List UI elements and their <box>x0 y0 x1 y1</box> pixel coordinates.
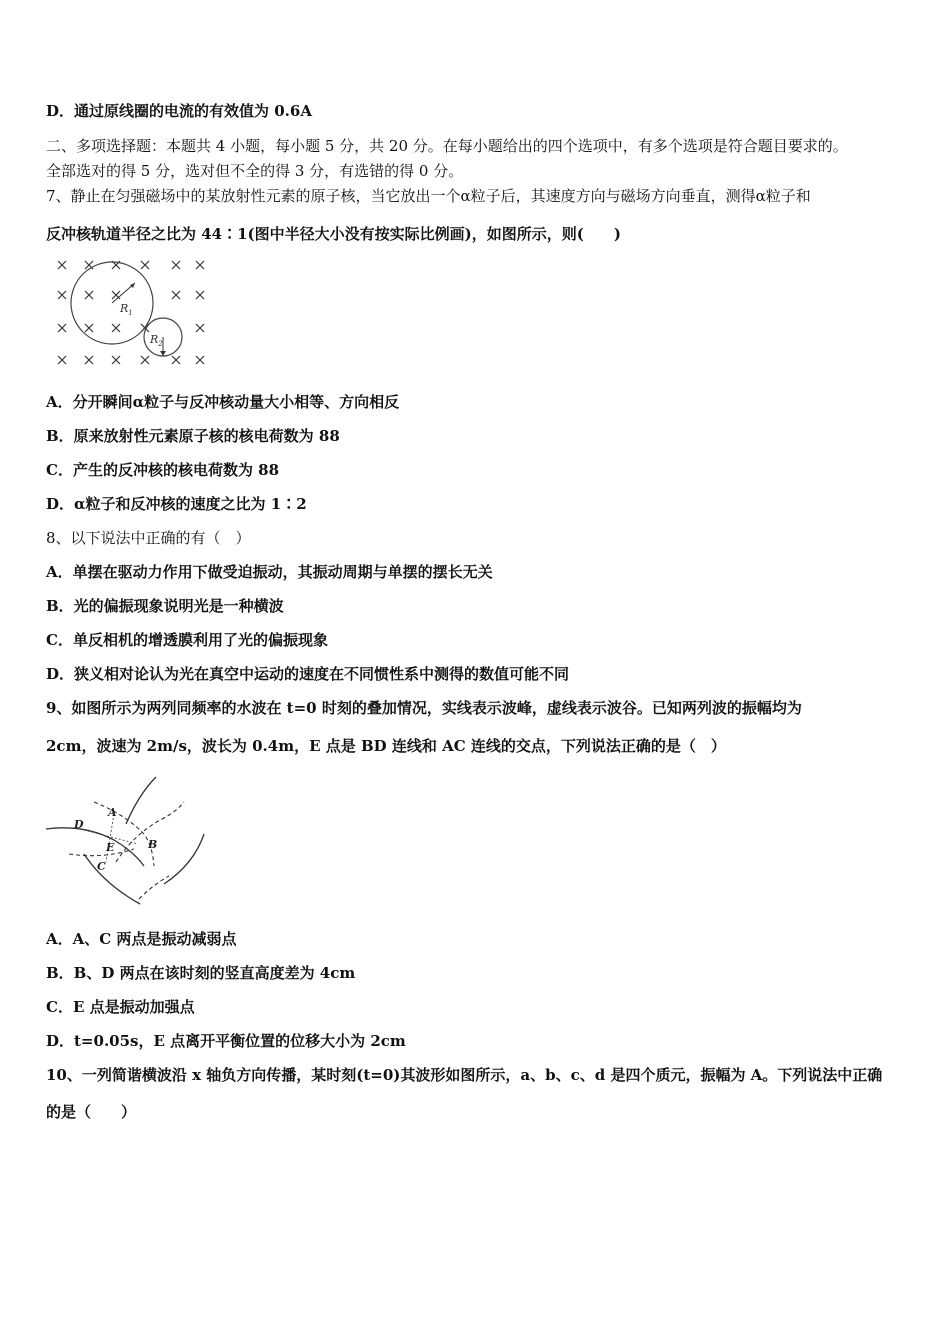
q7-stem-cont: 反冲核轨道半径之比为 44∶1(图中半径大小没有按实际比例画)，如图所示，则( ) <box>46 225 621 243</box>
q8-stem: 8、以下说法中正确的有（ ） <box>46 529 251 547</box>
trough-line-1 <box>94 802 154 866</box>
trough-line-4 <box>139 876 169 899</box>
q7-option-b: B．原来放射性元素原子核的核电荷数为 88 <box>46 427 340 445</box>
r1-label: $R_1$ <box>120 302 133 317</box>
q9-option-a: A．A、C 两点是振动减弱点 <box>46 930 237 948</box>
q9-option-d: D．t=0.05s，E 点离开平衡位置的位移大小为 2cm <box>46 1032 406 1050</box>
q7-figure <box>46 252 226 374</box>
q9-wave-diagram <box>44 774 209 906</box>
point-a-label: A <box>108 806 117 819</box>
section-heading: 二、多项选择题：本题共 4 小题，每小题 5 分，共 20 分。在每小题给出的四个选项中，有多个选项是符合题目要求的。 <box>46 137 848 155</box>
q7-stem: 7、静止在匀强磁场中的某放射性元素的原子核，当它放出一个α粒子后，其速度方向与磁场方向垂直，测得α粒子和 <box>46 187 811 205</box>
point-d-label: D <box>74 818 84 831</box>
q7-option-c: C．产生的反冲核的核电荷数为 88 <box>46 461 280 479</box>
crest-line-4 <box>164 834 204 884</box>
crest-line-1 <box>46 828 144 866</box>
q8-option-b: B．光的偏振现象说明光是一种横波 <box>46 597 284 615</box>
crest-line-3 <box>126 777 156 824</box>
q9-option-c: C．E 点是振动加强点 <box>46 998 195 1016</box>
r2-label: $R_2$ <box>150 333 163 348</box>
point-c-label: C <box>97 860 106 873</box>
q8-option-d: D．狭义相对论认为光在真空中运动的速度在不同惯性系中测得的数值可能不同 <box>46 665 570 683</box>
q7-option-d: D．α粒子和反冲核的速度之比为 1∶2 <box>46 495 307 513</box>
q9-figure <box>44 774 209 906</box>
q10-stem-cont: 的是（ ） <box>46 1103 137 1121</box>
point-e-label: E <box>106 841 115 854</box>
point-b-label: B <box>148 838 158 851</box>
ac-line <box>106 814 114 862</box>
trough-line-2 <box>116 802 184 862</box>
crest-line-2 <box>84 854 140 904</box>
prev-option-d: D．通过原线圈的电流的有效值为 0.6A <box>46 102 312 120</box>
q9-stem-cont: 2cm，波速为 2m/s，波长为 0.4m，E 点是 BD 连线和 AC 连线的交点，下列说法正确的是（ ） <box>46 737 726 755</box>
q8-option-a: A．单摆在驱动力作用下做受迫振动，其振动周期与单摆的摆长无关 <box>46 563 493 581</box>
q9-stem: 9、如图所示为两列同频率的水波在 t=0 时刻的叠加情况，实线表示波峰，虚线表示波谷。已知两列波的振幅均为 <box>46 699 802 717</box>
r2-arrow-icon <box>160 351 166 356</box>
q7-option-a: A．分开瞬间α粒子与反冲核动量大小相等、方向相反 <box>46 393 400 411</box>
q10-stem: 10、一列简谐横波沿 x 轴负方向传播，某时刻(t=0)其波形如图所示，a、b、c、d 是四个质元，振幅为 A。下列说法中正确 <box>46 1066 883 1084</box>
q7-field-diagram <box>46 252 226 374</box>
q9-option-b: B．B、D 两点在该时刻的竖直高度差为 4cm <box>46 964 356 982</box>
section-heading-cont: 全部选对的得 5 分，选对但不全的得 3 分，有选错的得 0 分。 <box>46 162 464 180</box>
q8-option-c: C．单反相机的增透膜利用了光的偏振现象 <box>46 631 328 649</box>
